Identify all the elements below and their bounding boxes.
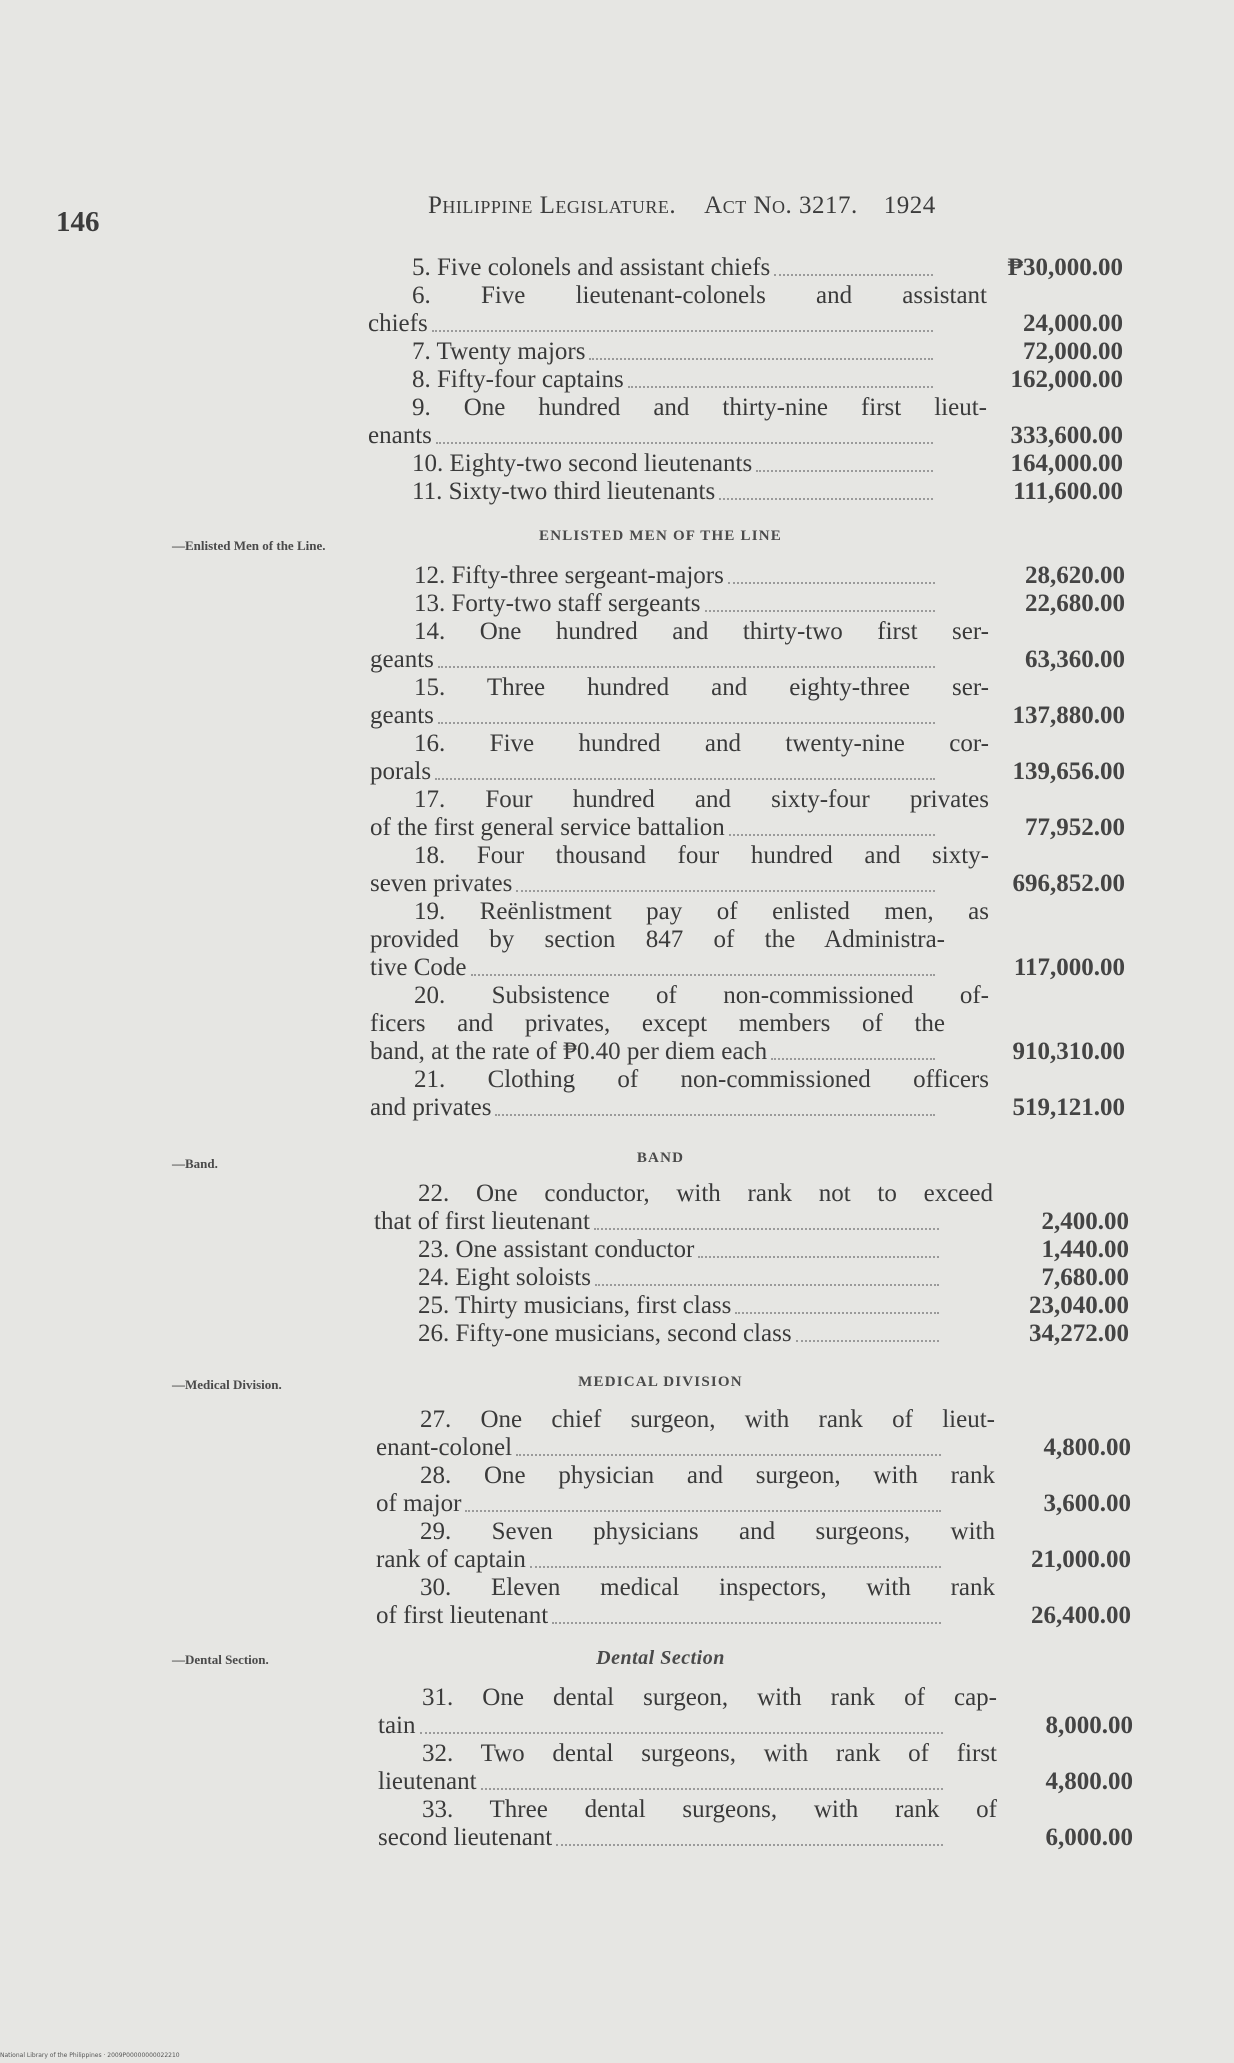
appropriation-item [376, 1518, 1151, 1574]
item-final-line [374, 1292, 1149, 1320]
item-text-line: provided by section 847 of the Administra- [370, 926, 945, 953]
item-text-line: 6. Five lieutenant-colonels and assistant [412, 282, 987, 309]
item-description: 12. Fifty-three sergeant-majors [414, 562, 724, 589]
dot-leader [756, 470, 933, 472]
appropriation-item [368, 450, 1143, 478]
item-amount: 117,000.00 [1013, 954, 1125, 981]
item-final-line [378, 1824, 1153, 1852]
dot-leader [719, 498, 933, 500]
item-amount: 23,040.00 [1029, 1292, 1129, 1319]
dot-leader [698, 1256, 939, 1258]
item-final-line [374, 1320, 1149, 1348]
appropriation-item [378, 1684, 1153, 1740]
dot-leader [729, 834, 935, 836]
appropriation-item [370, 898, 1145, 982]
appropriation-item [376, 1462, 1151, 1518]
item-final-line [378, 1768, 1153, 1796]
item-text-line: 9. One hundred and thirty-nine first lieut- [412, 394, 987, 421]
item-description: that of first lieutenant [374, 1208, 590, 1235]
item-amount: 34,272.00 [1029, 1320, 1129, 1347]
item-description: 5. Five colonels and assistant chiefs [412, 254, 771, 281]
item-description: lieutenant [378, 1768, 477, 1795]
item-final-line [368, 450, 1143, 478]
dot-leader [435, 778, 935, 780]
item-description: chiefs [368, 310, 428, 337]
appropriation-item [374, 1292, 1149, 1320]
appropriation-item [374, 1180, 1149, 1236]
dot-leader [589, 358, 933, 360]
item-description: enants [368, 422, 432, 449]
side-note-medical: —Medical Division. [172, 1377, 282, 1392]
item-final-line [370, 590, 1145, 618]
appropriation-item [368, 478, 1143, 506]
item-amount: 24,000.00 [1023, 310, 1123, 337]
item-amount: 1,440.00 [1041, 1236, 1129, 1263]
item-final-line [368, 254, 1143, 282]
dot-leader [595, 1284, 939, 1286]
running-head-act: Act No. 3217. [704, 192, 858, 219]
appropriation-item [368, 338, 1143, 366]
appropriation-item [370, 674, 1145, 730]
appropriation-item [368, 282, 1143, 338]
item-final-line [378, 1712, 1153, 1740]
section-heading-band: BAND [636, 1150, 685, 1166]
item-final-line [376, 1546, 1151, 1574]
side-note-band: —Band. [172, 1156, 218, 1171]
item-final-line [368, 338, 1143, 366]
item-amount: 77,952.00 [1025, 814, 1125, 841]
appropriation-item [376, 1406, 1151, 1462]
item-final-line [370, 562, 1145, 590]
item-amount: 519,121.00 [1012, 1094, 1125, 1121]
item-text-line: 19. Reënlistment pay of enlisted men, as [414, 898, 989, 925]
dot-leader [432, 330, 933, 332]
dot-leader [728, 582, 935, 584]
item-amount: 696,852.00 [1012, 870, 1125, 897]
item-text-line: 32. Two dental surgeons, with rank of first [422, 1740, 997, 1767]
item-description: 7. Twenty majors [412, 338, 586, 365]
item-amount: 26,400.00 [1031, 1602, 1131, 1629]
appropriation-item [370, 730, 1145, 786]
dot-leader [530, 1566, 941, 1568]
item-amount: 72,000.00 [1023, 338, 1123, 365]
item-description: porals [370, 758, 432, 785]
section-heading-dental: Dental Section [596, 1647, 725, 1669]
item-text-line: 16. Five hundred and twenty-nine cor- [414, 730, 989, 757]
dot-leader [771, 1058, 935, 1060]
item-description: geants [370, 646, 434, 673]
dot-leader [420, 1732, 944, 1734]
item-text-line: ficers and privates, except members of the [370, 1010, 945, 1037]
item-final-line [370, 646, 1145, 674]
dot-leader [465, 1510, 941, 1512]
appropriation-item [370, 618, 1145, 674]
appropriation-item [370, 590, 1145, 618]
item-description: 8. Fifty-four captains [412, 366, 624, 393]
dot-leader [495, 1114, 935, 1116]
item-text-line: 18. Four thousand four hundred and sixty- [414, 842, 989, 869]
item-description: 24. Eight soloists [418, 1264, 591, 1291]
item-description: rank of captain [376, 1546, 526, 1573]
item-amount: 333,600.00 [1010, 422, 1123, 449]
item-amount: 21,000.00 [1031, 1546, 1131, 1573]
item-description: geants [370, 702, 434, 729]
appropriation-item [370, 562, 1145, 590]
item-description: tive Code [370, 954, 467, 981]
dot-leader [516, 1454, 941, 1456]
item-amount: 28,620.00 [1025, 562, 1125, 589]
appropriation-item [370, 786, 1145, 842]
item-description: 23. One assistant conductor [418, 1236, 695, 1263]
item-amount: 2,400.00 [1041, 1208, 1129, 1235]
item-description: 25. Thirty musicians, first class [418, 1292, 732, 1319]
item-final-line [368, 366, 1143, 394]
running-head [428, 192, 936, 220]
appropriation-item [376, 1574, 1151, 1630]
dot-leader [471, 974, 935, 976]
appropriation-item [370, 1066, 1145, 1122]
running-head-title: Philippine Legislature. [428, 192, 677, 219]
item-final-line [368, 310, 1143, 338]
item-amount: 4,800.00 [1045, 1768, 1133, 1795]
item-amount: 3,600.00 [1043, 1490, 1131, 1517]
item-text-line: 20. Subsistence of non-commissioned of- [414, 982, 989, 1009]
item-text-line: 15. Three hundred and eighty-three ser- [414, 674, 989, 701]
item-final-line [368, 422, 1143, 450]
item-text-line: 33. Three dental surgeons, with rank of [422, 1796, 997, 1823]
item-amount: 162,000.00 [1010, 366, 1123, 393]
item-final-line [370, 1038, 1145, 1066]
item-amount: 63,360.00 [1025, 646, 1125, 673]
item-amount: 6,000.00 [1045, 1824, 1133, 1851]
running-head-year: 1924 [883, 192, 936, 219]
appropriation-item [378, 1796, 1153, 1852]
item-amount: 139,656.00 [1012, 758, 1125, 785]
dot-leader [552, 1622, 941, 1624]
page-number: 146 [56, 206, 100, 238]
item-final-line [376, 1602, 1151, 1630]
item-description: 26. Fifty-one musicians, second class [418, 1320, 792, 1347]
item-text-line: 21. Clothing of non-commissioned officers [414, 1066, 989, 1093]
item-description: second lieutenant [378, 1824, 553, 1851]
item-amount: 910,310.00 [1012, 1038, 1125, 1065]
appropriation-item [370, 982, 1145, 1066]
item-description: tain [378, 1712, 416, 1739]
section-heading-medical: MEDICAL DIVISION [578, 1374, 743, 1390]
item-final-line [374, 1208, 1149, 1236]
item-text-line: 30. Eleven medical inspectors, with rank [420, 1574, 995, 1601]
dot-leader [594, 1228, 939, 1230]
appropriation-item [378, 1740, 1153, 1796]
item-description: band, at the rate of ₱0.40 per diem each [370, 1038, 768, 1065]
dot-leader [705, 610, 935, 612]
item-final-line [376, 1434, 1151, 1462]
item-text-line: 17. Four hundred and sixty-four privates [414, 786, 989, 813]
dot-leader [735, 1312, 939, 1314]
dot-leader [628, 386, 933, 388]
item-final-line [374, 1236, 1149, 1264]
item-description: of the first general service battalion [370, 814, 725, 841]
appropriation-item [374, 1236, 1149, 1264]
item-description: 10. Eighty-two second lieutenants [412, 450, 753, 477]
item-amount: 22,680.00 [1025, 590, 1125, 617]
item-amount: 7,680.00 [1041, 1264, 1129, 1291]
side-note-dental: —Dental Section. [172, 1652, 269, 1667]
dot-leader [774, 274, 933, 276]
item-description: of major [376, 1490, 462, 1517]
appropriation-item [374, 1264, 1149, 1292]
footer-credit: National Library of the Philippines · 2009P00000000022210 [0, 2052, 180, 2059]
item-amount: 137,880.00 [1012, 702, 1125, 729]
item-amount: 164,000.00 [1010, 450, 1123, 477]
item-description: seven privates [370, 870, 513, 897]
item-final-line [374, 1264, 1149, 1292]
side-note-enlisted: —Enlisted Men of the Line. [172, 538, 326, 553]
item-text-line: 22. One conductor, with rank not to exceed [418, 1180, 993, 1207]
dot-leader [516, 890, 935, 892]
section-heading-enlisted: ENLISTED MEN OF THE LINE [538, 528, 783, 544]
appropriation-item [374, 1320, 1149, 1348]
item-amount: 4,800.00 [1043, 1434, 1131, 1461]
item-description: of first lieutenant [376, 1602, 549, 1629]
item-text-line: 27. One chief surgeon, with rank of lieut- [420, 1406, 995, 1433]
item-final-line [370, 702, 1145, 730]
item-amount: ₱30,000.00 [1007, 254, 1123, 281]
item-description: and privates [370, 1094, 492, 1121]
appropriation-item [368, 366, 1143, 394]
dot-leader [438, 666, 935, 668]
item-final-line [368, 478, 1143, 506]
item-amount: 8,000.00 [1045, 1712, 1133, 1739]
dot-leader [796, 1340, 939, 1342]
item-final-line [370, 814, 1145, 842]
item-amount: 111,600.00 [1013, 478, 1123, 505]
item-description: enant-colonel [376, 1434, 513, 1461]
item-final-line [370, 954, 1145, 982]
dot-leader [436, 442, 933, 444]
item-text-line: 14. One hundred and thirty-two first ser- [414, 618, 989, 645]
item-final-line [370, 758, 1145, 786]
dot-leader [438, 722, 935, 724]
item-final-line [370, 1094, 1145, 1122]
item-text-line: 29. Seven physicians and surgeons, with [420, 1518, 995, 1545]
item-text-line: 31. One dental surgeon, with rank of cap- [422, 1684, 997, 1711]
dot-leader [556, 1844, 943, 1846]
appropriation-item [368, 254, 1143, 282]
item-description: 11. Sixty-two third lieutenants [412, 478, 716, 505]
item-final-line [376, 1490, 1151, 1518]
appropriation-item [368, 394, 1143, 450]
item-description: 13. Forty-two staff sergeants [414, 590, 701, 617]
appropriation-item [370, 842, 1145, 898]
item-final-line [370, 870, 1145, 898]
item-text-line: 28. One physician and surgeon, with rank [420, 1462, 995, 1489]
dot-leader [481, 1788, 943, 1790]
